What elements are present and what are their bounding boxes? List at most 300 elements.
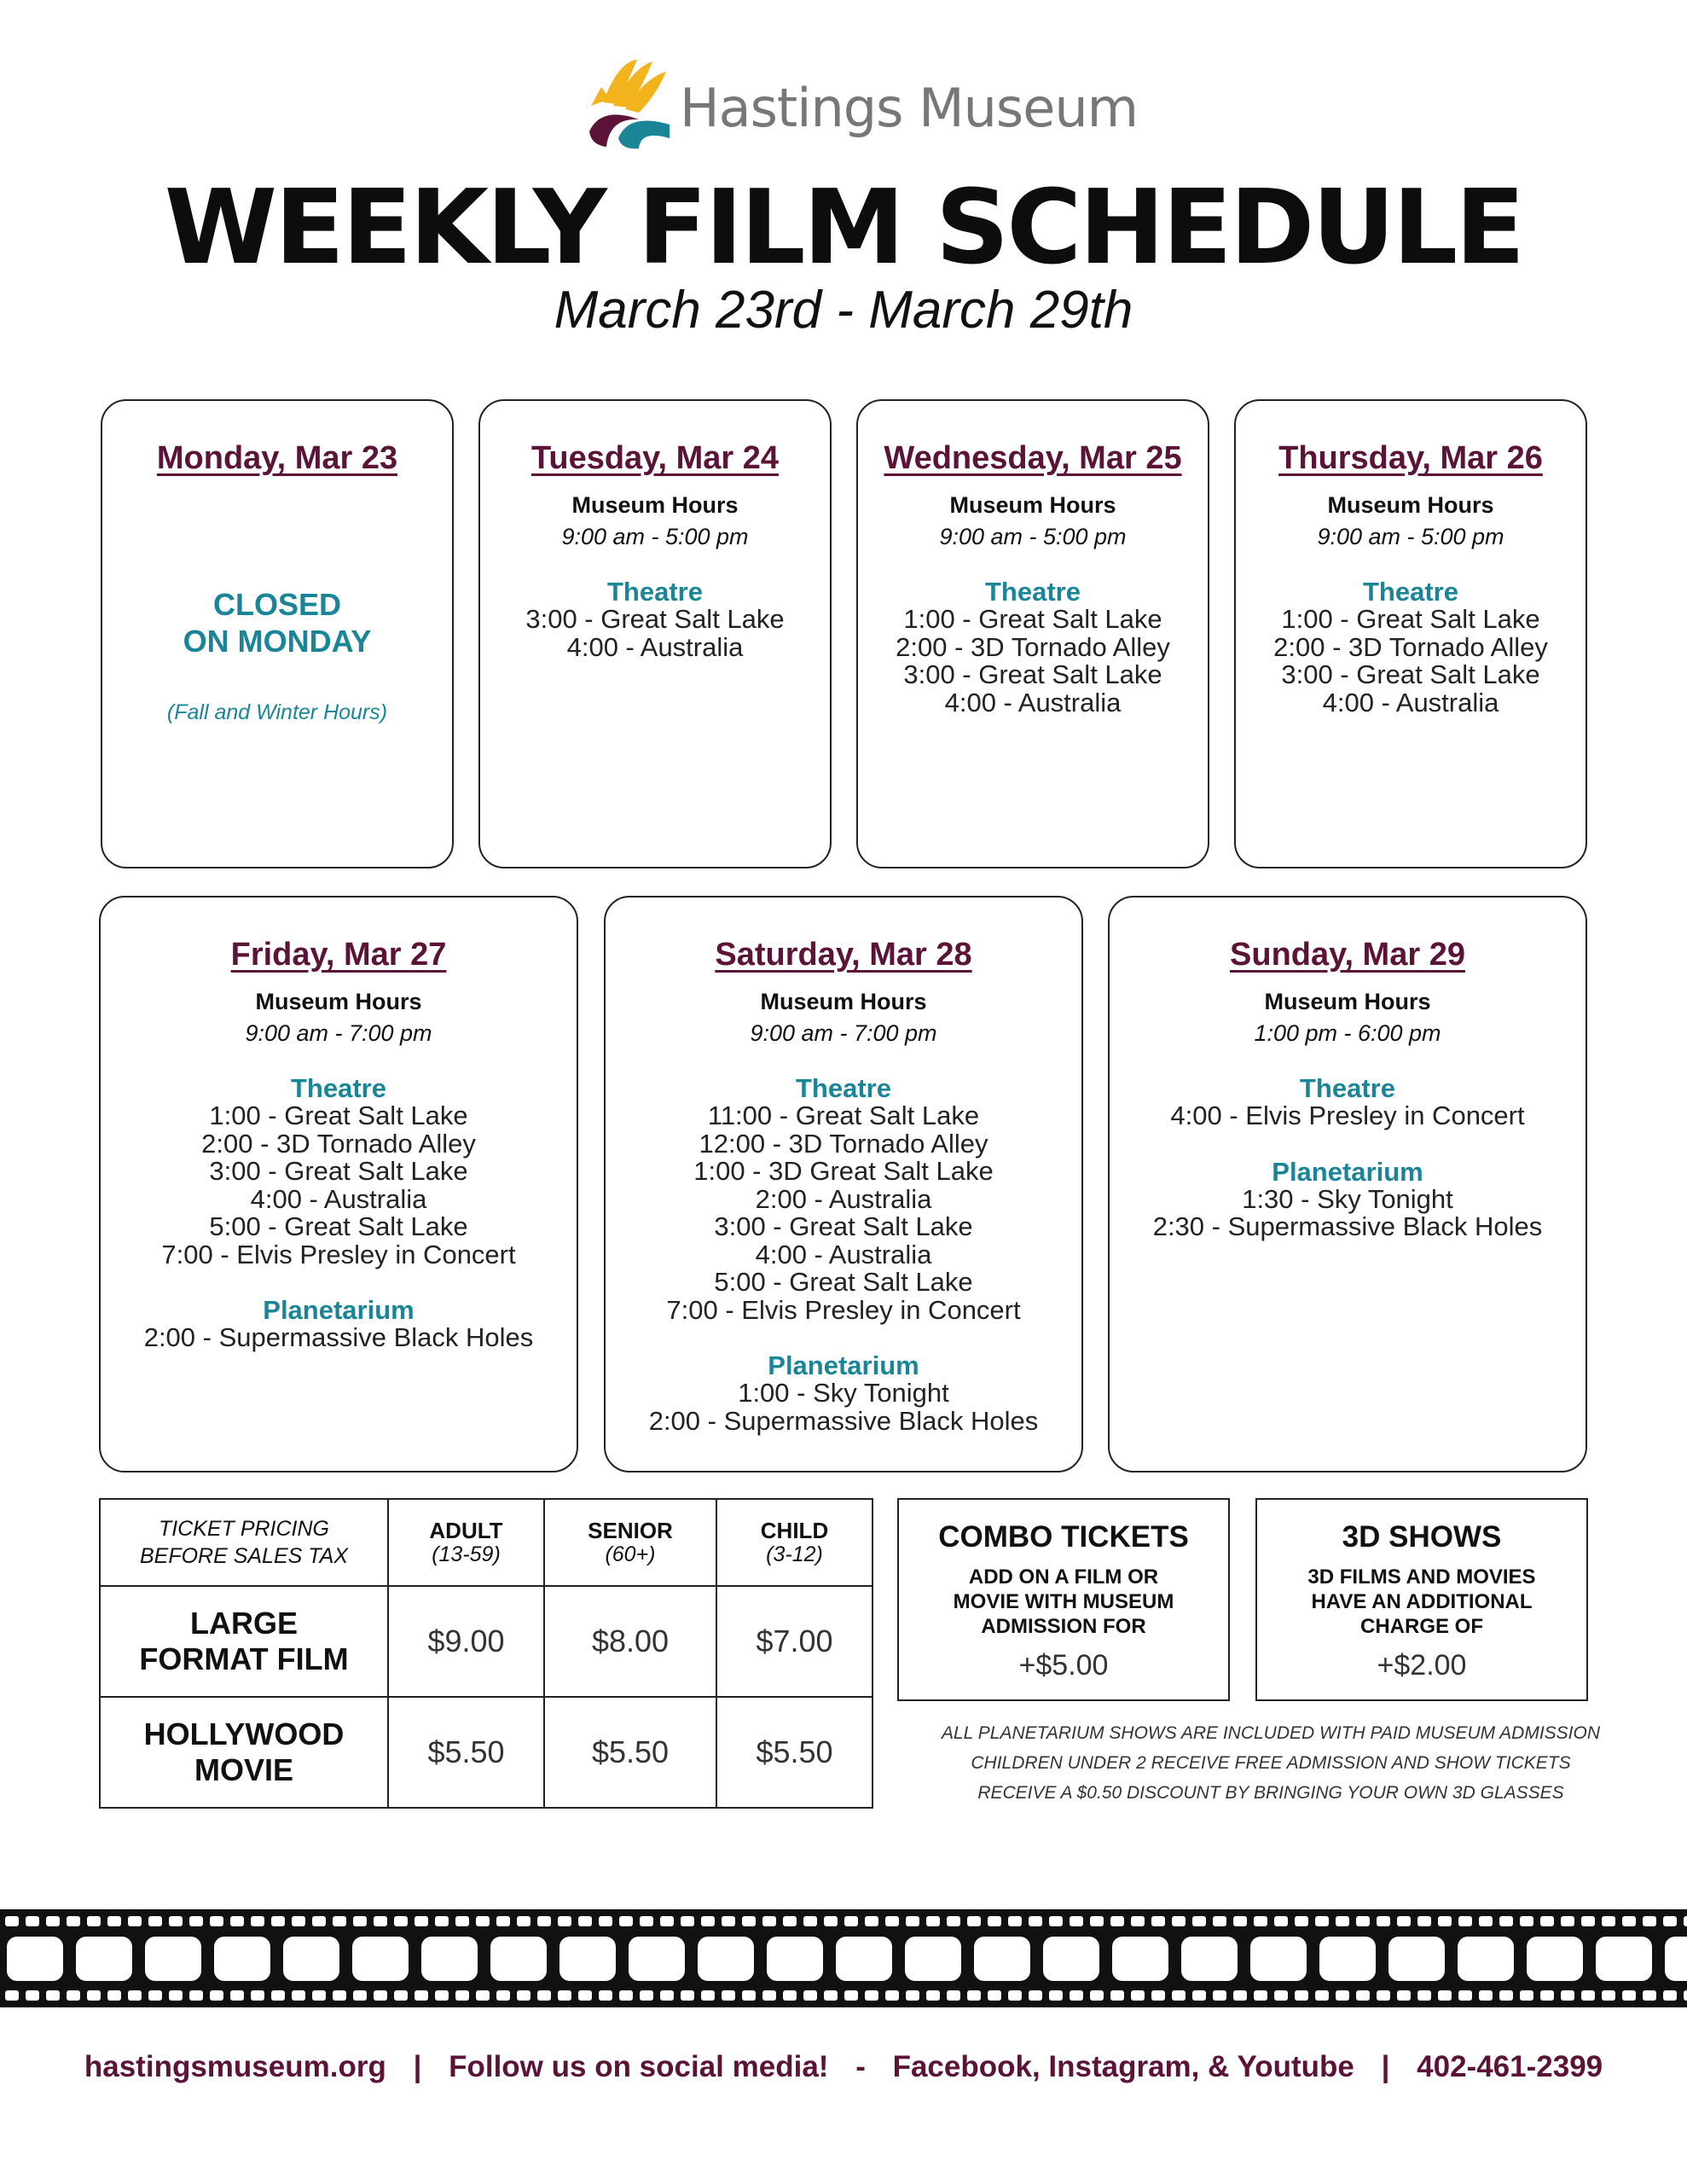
film-frame [767, 1937, 823, 1981]
sprocket-hole [660, 1990, 674, 2001]
theatre-label: Theatre [607, 577, 703, 607]
sprocket-hole [906, 1990, 919, 2001]
showing: 2:30 - Supermassive Black Holes [1152, 1211, 1543, 1241]
showing: 2:00 - Australia [755, 1183, 932, 1214]
sprocket-hole [1520, 1916, 1533, 1926]
sprocket-hole [1561, 1990, 1574, 2001]
sprocket-hole [1438, 1990, 1452, 2001]
sprocket-hole [762, 1990, 776, 2001]
sprocket-hole [803, 1990, 817, 2001]
sprocket-hole [271, 1916, 285, 1926]
sprocket-hole [1458, 1916, 1472, 1926]
sprocket-hole [292, 1916, 305, 1926]
page-title: WEEKLY FILM SCHEDULE [164, 169, 1523, 288]
film-frame [1319, 1937, 1376, 1981]
sprocket-hole [148, 1990, 162, 2001]
showing: 5:00 - Great Salt Lake [209, 1211, 468, 1241]
sprocket-hole [1663, 1990, 1677, 2001]
day-heading: Thursday, Mar 26 [1278, 440, 1543, 476]
sprocket-hole [1254, 1916, 1267, 1926]
showing: 7:00 - Elvis Presley in Concert [161, 1239, 516, 1269]
day-card-wednesday [856, 399, 1209, 868]
date-range: March 23rd - March 29th [554, 281, 1133, 340]
sprocket-hole [1417, 1990, 1431, 2001]
film-strip-graphic [0, 1909, 1687, 2007]
theatre-list [1110, 1102, 1586, 1130]
sprocket-hole [558, 1990, 571, 2001]
column-adult: ADULT (13-59) [388, 1499, 544, 1586]
day-heading: Wednesday, Mar 25 [884, 440, 1182, 476]
sprocket-hole [1561, 1916, 1574, 1926]
sprocket-hole [1377, 1916, 1390, 1926]
combo-tickets-box [897, 1498, 1230, 1701]
ticket-notes [887, 1718, 1655, 1808]
phone-number[interactable]: 402-461-2399 [1417, 2050, 1603, 2083]
sprocket-hole [1131, 1990, 1145, 2001]
sprocket-hole [148, 1916, 162, 1926]
showing: 11:00 - Great Salt Lake [707, 1101, 980, 1130]
row-label: LARGE FORMAT FILM [100, 1586, 388, 1697]
sprocket-hole [1110, 1916, 1124, 1926]
sprocket-hole [333, 1916, 346, 1926]
sprocket-hole [46, 1916, 60, 1926]
museum-hours: 9:00 am - 5:00 pm [939, 524, 1127, 549]
planetarium-list [606, 1380, 1081, 1435]
sprocket-hole [1397, 1990, 1411, 2001]
film-frame [283, 1937, 339, 1981]
film-frame [352, 1937, 409, 1981]
sprocket-hole [783, 1990, 797, 2001]
sprocket-hole [1172, 1916, 1186, 1926]
note-line: CHILDREN UNDER 2 RECEIVE FREE ADMISSION AND SHOW TICKETS [971, 1753, 1571, 1773]
sprocket-hole [1377, 1990, 1390, 2001]
film-frame [490, 1937, 547, 1981]
sprocket-hole [967, 1916, 981, 1926]
price-cell: $5.50 [716, 1697, 872, 1808]
sprocket-hole [619, 1990, 633, 2001]
sprocket-hole [701, 1916, 715, 1926]
film-strip-decoration [0, 1909, 1687, 2007]
showing: 2:00 - 3D Tornado Alley [1273, 631, 1548, 662]
sprocket-hole [251, 1916, 264, 1926]
combo-title: COMBO TICKETS [938, 1520, 1189, 1554]
sprocket-hole [1213, 1990, 1226, 2001]
day-card-sunday [1108, 896, 1587, 1472]
showing: 1:00 - Great Salt Lake [903, 604, 1162, 634]
sprocket-hole [1520, 1990, 1533, 2001]
sprocket-hole [496, 1990, 510, 2001]
social-callout: Follow us on social media! [449, 2050, 829, 2083]
planetarium-label: Planetarium [768, 1350, 919, 1380]
note-line: ALL PLANETARIUM SHOWS ARE INCLUDED WITH PAID MUSEUM ADMISSION [941, 1723, 1601, 1743]
sprocket-hole [1499, 1990, 1513, 2001]
museum-hours: 1:00 pm - 6:00 pm [1254, 1020, 1441, 1046]
showing: 4:00 - Australia [944, 687, 1122, 717]
film-frame [559, 1937, 616, 1981]
website-link[interactable]: hastingsmuseum.org [84, 2050, 386, 2083]
closed-notice: CLOSED ON MONDAY [183, 587, 372, 659]
planetarium-label: Planetarium [1272, 1156, 1423, 1187]
sprocket-hole [640, 1916, 653, 1926]
combo-price: +$5.00 [1018, 1649, 1109, 1682]
showing: 4:00 - Australia [566, 631, 744, 662]
theatre-list [480, 606, 830, 661]
sprocket-hole [701, 1990, 715, 2001]
film-frame [1112, 1937, 1168, 1981]
sprocket-hole [1581, 1990, 1595, 2001]
sprocket-hole [1643, 1990, 1656, 2001]
sprocket-hole [169, 1990, 183, 2001]
sprocket-hole [1192, 1916, 1206, 1926]
sprocket-hole [1356, 1916, 1370, 1926]
sprocket-hole [947, 1916, 960, 1926]
film-frame [1665, 1937, 1687, 1981]
showing: 1:00 - Great Salt Lake [209, 1101, 468, 1130]
3d-title: 3D SHOWS [1342, 1520, 1502, 1554]
sprocket-hole [5, 1916, 19, 1926]
sprocket-hole [517, 1990, 530, 2001]
table-row [100, 1697, 872, 1808]
day-heading: Sunday, Mar 29 [1230, 937, 1465, 973]
sprocket-hole [1540, 1990, 1554, 2001]
sprocket-hole [496, 1916, 510, 1926]
sprocket-hole [1172, 1990, 1186, 2001]
day-heading: Monday, Mar 23 [156, 440, 398, 476]
sprocket-hole [435, 1990, 449, 2001]
sprocket-hole [374, 1990, 387, 2001]
sprocket-hole [742, 1990, 756, 2001]
sprocket-hole [292, 1990, 305, 2001]
sprocket-hole [1417, 1916, 1431, 1926]
museum-hours-label: Museum Hours [571, 492, 739, 518]
sprocket-hole [1663, 1916, 1677, 1926]
combo-description: ADD ON A FILM OR MOVIE WITH MUSEUM ADMISSION FOR [953, 1565, 1174, 1638]
sprocket-hole [333, 1990, 346, 2001]
pricing-header-row [100, 1499, 872, 1586]
sprocket-hole [803, 1916, 817, 1926]
museum-hours-label: Museum Hours [1264, 989, 1431, 1014]
film-frame [1458, 1937, 1514, 1981]
note-line: RECEIVE A $0.50 DISCOUNT BY BRINGING YOUR OWN 3D GLASSES [977, 1783, 1564, 1803]
showing: 3:00 - Great Salt Lake [903, 659, 1162, 689]
sprocket-hole [967, 1990, 981, 2001]
sprocket-hole [353, 1990, 367, 2001]
museum-hours-label: Museum Hours [1327, 492, 1494, 518]
sprocket-hole [578, 1990, 592, 2001]
closed-note: (Fall and Winter Hours) [166, 700, 388, 724]
theatre-list [101, 1102, 577, 1269]
sprocket-hole [988, 1990, 1001, 2001]
sprocket-hole [189, 1990, 203, 2001]
showing: 4:00 - Australia [250, 1183, 427, 1214]
sprocket-hole [1602, 1990, 1615, 2001]
row-label: HOLLYWOOD MOVIE [100, 1697, 388, 1808]
sprocket-hole [210, 1990, 223, 2001]
sprocket-hole [1029, 1990, 1042, 2001]
sprocket-hole [26, 1990, 39, 2001]
sprocket-hole [1008, 1916, 1022, 1926]
sprocket-hole [885, 1916, 899, 1926]
sprocket-hole [599, 1916, 612, 1926]
sprocket-hole [1315, 1990, 1329, 2001]
museum-hours: 9:00 am - 5:00 pm [561, 524, 749, 549]
film-frame [905, 1937, 961, 1981]
sprocket-hole [455, 1916, 469, 1926]
showing: 3:00 - Great Salt Lake [525, 604, 785, 634]
showing: 2:00 - Supermassive Black Holes [648, 1405, 1039, 1436]
sprocket-hole [885, 1990, 899, 2001]
day-heading: Tuesday, Mar 24 [530, 440, 780, 476]
sprocket-hole [660, 1916, 674, 1926]
sprocket-hole [681, 1916, 694, 1926]
price-cell: $9.00 [388, 1586, 544, 1697]
showing: 4:00 - Australia [755, 1239, 932, 1269]
sprocket-hole [1213, 1916, 1226, 1926]
sprocket-hole [1049, 1990, 1063, 2001]
price-cell: $5.50 [388, 1697, 544, 1808]
film-frame [698, 1937, 754, 1981]
planetarium-list [1110, 1183, 1586, 1241]
showing: 1:00 - Great Salt Lake [1281, 604, 1540, 634]
sprocket-hole [865, 1916, 878, 1926]
day-heading: Friday, Mar 27 [230, 937, 447, 973]
theatre-label: Theatre [796, 1073, 891, 1103]
sprocket-hole [435, 1916, 449, 1926]
sprocket-hole [1397, 1916, 1411, 1926]
sprocket-hole [189, 1916, 203, 1926]
sprocket-hole [1070, 1990, 1083, 2001]
theatre-list [858, 606, 1208, 717]
sprocket-hole [169, 1916, 183, 1926]
pricing-note: TICKET PRICING BEFORE SALES TAX [100, 1499, 388, 1586]
showing: 4:00 - Australia [1322, 687, 1499, 717]
sprocket-hole [312, 1990, 326, 2001]
film-frame [76, 1937, 132, 1981]
table-row [100, 1586, 872, 1697]
sprocket-hole [1540, 1916, 1554, 1926]
sprocket-hole [476, 1916, 490, 1926]
sprocket-hole [1192, 1990, 1206, 2001]
showing: 2:00 - Supermassive Black Holes [143, 1322, 534, 1352]
film-frame [145, 1937, 201, 1981]
sprocket-hole [619, 1916, 633, 1926]
sprocket-hole [1295, 1990, 1308, 2001]
sprocket-hole [537, 1916, 551, 1926]
sprocket-hole [640, 1990, 653, 2001]
sprocket-hole [988, 1916, 1001, 1926]
sprocket-hole [455, 1990, 469, 2001]
film-frame [1043, 1937, 1099, 1981]
museum-hours: 9:00 am - 5:00 pm [1317, 524, 1504, 549]
showing: 3:00 - Great Salt Lake [1281, 659, 1540, 689]
sprocket-hole [1602, 1916, 1615, 1926]
sprocket-hole [1684, 1990, 1687, 2001]
film-frame [1181, 1937, 1238, 1981]
day-card-saturday [604, 896, 1083, 1472]
sprocket-hole [1151, 1916, 1165, 1926]
3d-shows-box [1255, 1498, 1588, 1701]
sprocket-hole [1499, 1916, 1513, 1926]
sprocket-hole [1336, 1916, 1349, 1926]
sprocket-hole [87, 1916, 101, 1926]
film-frame [974, 1937, 1030, 1981]
hastings-logo-icon [584, 53, 678, 155]
theatre-label: Theatre [1300, 1073, 1395, 1103]
sprocket-hole [230, 1916, 244, 1926]
sprocket-hole [824, 1990, 838, 2001]
column-senior: SENIOR (60+) [544, 1499, 716, 1586]
price-cell: $5.50 [544, 1697, 716, 1808]
sprocket-hole [476, 1990, 490, 2001]
pricing-table [99, 1498, 873, 1809]
sprocket-hole [26, 1916, 39, 1926]
sprocket-hole [537, 1990, 551, 2001]
sprocket-hole [722, 1916, 735, 1926]
price-cell: $8.00 [544, 1586, 716, 1697]
showing: 7:00 - Elvis Presley in Concert [666, 1294, 1021, 1325]
showing: 2:00 - 3D Tornado Alley [896, 631, 1170, 662]
sprocket-hole [1438, 1916, 1452, 1926]
planetarium-label: Planetarium [263, 1295, 415, 1325]
sprocket-hole [722, 1990, 735, 2001]
film-frame [1596, 1937, 1652, 1981]
sprocket-hole [415, 1916, 428, 1926]
sprocket-hole [1070, 1916, 1083, 1926]
sprocket-hole [230, 1990, 244, 2001]
sprocket-hole [1684, 1916, 1687, 1926]
theatre-label: Theatre [291, 1073, 386, 1103]
theatre-label: Theatre [985, 577, 1081, 607]
sprocket-hole [783, 1916, 797, 1926]
film-frame [629, 1937, 685, 1981]
footer-dash: - [855, 2050, 866, 2083]
film-frame [1527, 1937, 1583, 1981]
theatre-list [1236, 606, 1586, 717]
day-card-tuesday [478, 399, 832, 868]
sprocket-hole [312, 1916, 326, 1926]
sprocket-hole [1254, 1990, 1267, 2001]
sprocket-hole [128, 1990, 142, 2001]
museum-hours-label: Museum Hours [949, 492, 1116, 518]
sprocket-hole [1110, 1990, 1124, 2001]
theatre-label: Theatre [1363, 577, 1458, 607]
sprocket-hole [1233, 1916, 1247, 1926]
sprocket-hole [394, 1990, 408, 2001]
film-frame [1250, 1937, 1307, 1981]
museum-hours-label: Museum Hours [255, 989, 422, 1014]
sprocket-hole [926, 1916, 940, 1926]
sprocket-hole [107, 1990, 121, 2001]
sprocket-hole [1315, 1916, 1329, 1926]
sprocket-hole [1458, 1990, 1472, 2001]
showing: 4:00 - Elvis Presley in Concert [1170, 1101, 1525, 1130]
sprocket-hole [1295, 1916, 1308, 1926]
museum-hours-label: Museum Hours [760, 989, 927, 1014]
day-card-thursday [1234, 399, 1587, 868]
3d-description: 3D FILMS AND MOVIES HAVE AN ADDITIONAL CHARGE OF [1307, 1565, 1536, 1638]
showing: 5:00 - Great Salt Lake [714, 1267, 973, 1297]
showing: 12:00 - 3D Tornado Alley [699, 1128, 988, 1159]
sprocket-hole [1131, 1916, 1145, 1926]
sprocket-hole [210, 1916, 223, 1926]
museum-hours: 9:00 am - 7:00 pm [245, 1020, 432, 1046]
social-links[interactable]: Facebook, Instagram, & Youtube [892, 2050, 1354, 2083]
footer-separator: | [413, 2050, 422, 2083]
sprocket-hole [1090, 1916, 1104, 1926]
sprocket-hole [517, 1916, 530, 1926]
day-card-monday [101, 399, 454, 868]
sprocket-hole [251, 1990, 264, 2001]
sprocket-hole [46, 1990, 60, 2001]
sprocket-hole [1008, 1990, 1022, 2001]
sprocket-hole [1356, 1990, 1370, 2001]
sprocket-hole [1151, 1990, 1165, 2001]
showing: 3:00 - Great Salt Lake [209, 1156, 468, 1186]
showing: 1:00 - 3D Great Salt Lake [693, 1156, 994, 1186]
sprocket-hole [824, 1916, 838, 1926]
sprocket-hole [1622, 1916, 1636, 1926]
film-frame [1388, 1937, 1445, 1981]
theatre-list [606, 1102, 1081, 1324]
sprocket-hole [762, 1916, 776, 1926]
sprocket-hole [67, 1990, 80, 2001]
sprocket-hole [353, 1916, 367, 1926]
price-cell: $7.00 [716, 1586, 872, 1697]
brand-name: Hastings Museum [680, 77, 1139, 139]
sprocket-hole [5, 1990, 19, 2001]
film-frame [836, 1937, 892, 1981]
sprocket-hole [844, 1990, 858, 2001]
museum-hours: 9:00 am - 7:00 pm [750, 1020, 937, 1046]
planetarium-list [101, 1324, 577, 1352]
showing: 1:30 - Sky Tonight [1242, 1183, 1453, 1214]
sprocket-hole [1581, 1916, 1595, 1926]
showing: 1:00 - Sky Tonight [738, 1378, 949, 1408]
sprocket-hole [107, 1916, 121, 1926]
sprocket-hole [1274, 1990, 1288, 2001]
day-card-friday [99, 896, 578, 1472]
sprocket-hole [1336, 1990, 1349, 2001]
sprocket-hole [947, 1990, 960, 2001]
sprocket-hole [1643, 1916, 1656, 1926]
sprocket-hole [87, 1990, 101, 2001]
sprocket-hole [558, 1916, 571, 1926]
film-frame [214, 1937, 270, 1981]
showing: 3:00 - Great Salt Lake [714, 1211, 973, 1241]
film-frame [7, 1937, 63, 1981]
sprocket-hole [1029, 1916, 1042, 1926]
logo [584, 53, 1139, 155]
day-heading: Saturday, Mar 28 [715, 937, 972, 973]
sprocket-hole [742, 1916, 756, 1926]
sprocket-hole [271, 1990, 285, 2001]
sprocket-hole [415, 1990, 428, 2001]
sprocket-hole [1090, 1990, 1104, 2001]
sprocket-hole [926, 1990, 940, 2001]
column-child: CHILD (3-12) [716, 1499, 872, 1586]
sprocket-hole [67, 1916, 80, 1926]
footer-separator: | [1381, 2050, 1390, 2083]
sprocket-hole [1049, 1916, 1063, 1926]
sprocket-hole [1274, 1916, 1288, 1926]
showing: 2:00 - 3D Tornado Alley [201, 1128, 476, 1159]
sprocket-hole [374, 1916, 387, 1926]
sprocket-hole [394, 1916, 408, 1926]
sprocket-hole [1233, 1990, 1247, 2001]
sprocket-hole [865, 1990, 878, 2001]
sprocket-hole [578, 1916, 592, 1926]
sprocket-hole [1479, 1916, 1493, 1926]
